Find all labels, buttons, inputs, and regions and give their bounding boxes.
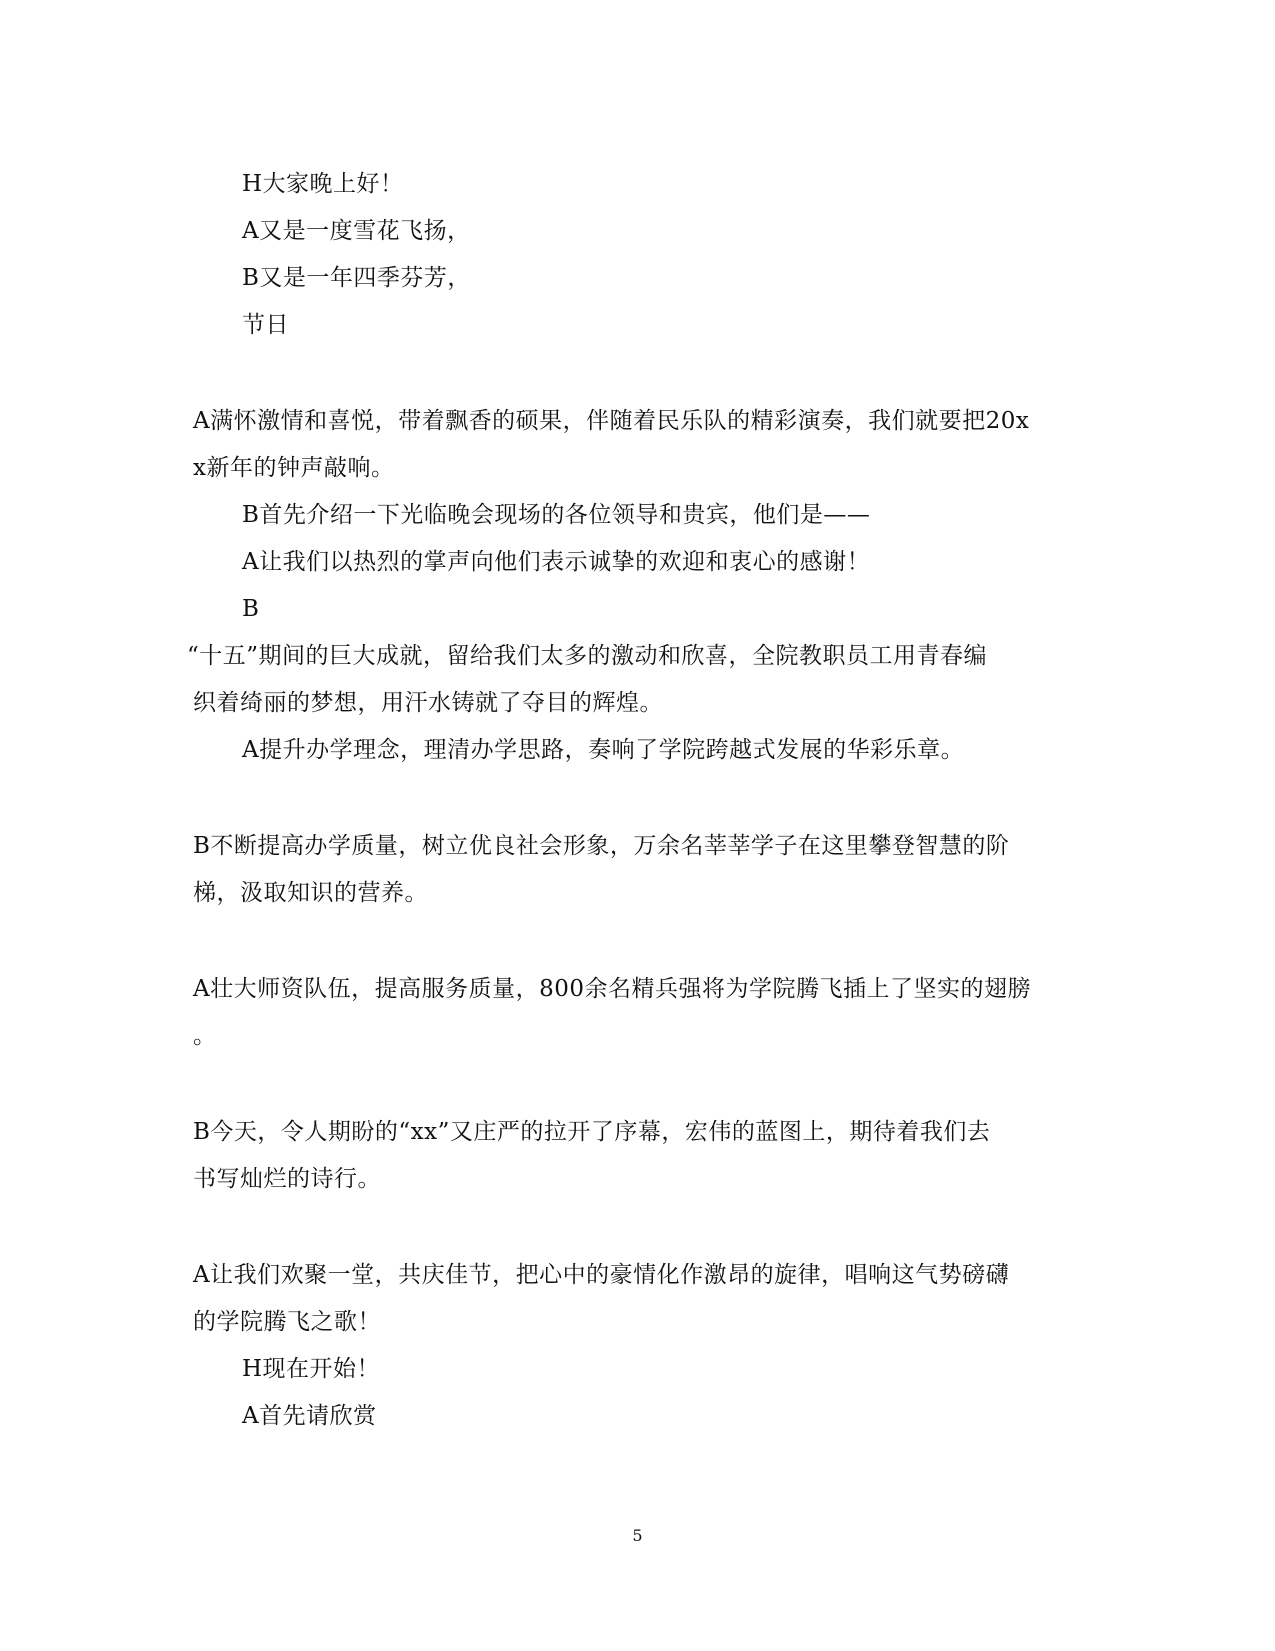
text-line: 的学院腾飞之歌！	[193, 1309, 381, 1335]
text-line: A又是一度雪花飞扬，	[242, 218, 471, 244]
text-line: “十五”期间的巨大成就，留给我们太多的激动和欣喜，全院教职员工用青春编	[187, 643, 988, 669]
text-line: A首先请欣赏	[242, 1403, 377, 1429]
text-line: A满怀激情和喜悦，带着飘香的硕果，伴随着民乐队的精彩演奏，我们就要把20x	[193, 408, 1030, 434]
text-line: 梯，汲取知识的营养。	[193, 880, 428, 906]
text-line: A让我们以热烈的掌声向他们表示诚挚的欢迎和衷心的感谢！	[242, 549, 871, 575]
text-line: x新年的钟声敲响。	[193, 455, 395, 481]
text-line: B	[242, 596, 260, 622]
text-line: A提升办学理念，理清办学思路，奏响了学院跨越式发展的华彩乐章。	[242, 737, 965, 763]
text-line: 织着绮丽的梦想，用汗水铸就了夺目的辉煌。	[193, 690, 663, 716]
text-line: 书写灿烂的诗行。	[193, 1166, 381, 1192]
text-line: B首先介绍一下光临晚会现场的各位领导和贵宾，他们是——	[242, 502, 871, 528]
text-line: B又是一年四季芬芳，	[242, 265, 471, 291]
text-line: B不断提高办学质量，树立优良社会形象，万余名莘莘学子在这里攀登智慧的阶	[193, 833, 1010, 859]
text-line: H现在开始！	[242, 1356, 381, 1382]
text-line: A让我们欢聚一堂，共庆佳节，把心中的豪情化作激昂的旋律，唱响这气势磅礴	[193, 1262, 1010, 1288]
text-line: B今天，令人期盼的“xx”又庄严的拉开了序幕，宏伟的蓝图上，期待着我们去	[193, 1119, 991, 1145]
page-number: 5	[632, 1526, 643, 1545]
text-line: H大家晚上好！	[242, 171, 404, 197]
text-line: 节日	[242, 312, 289, 338]
text-line: A壮大师资队伍，提高服务质量，800余名精兵强将为学院腾飞插上了坚实的翅膀	[193, 976, 1032, 1002]
text-line: 。	[193, 1023, 217, 1049]
